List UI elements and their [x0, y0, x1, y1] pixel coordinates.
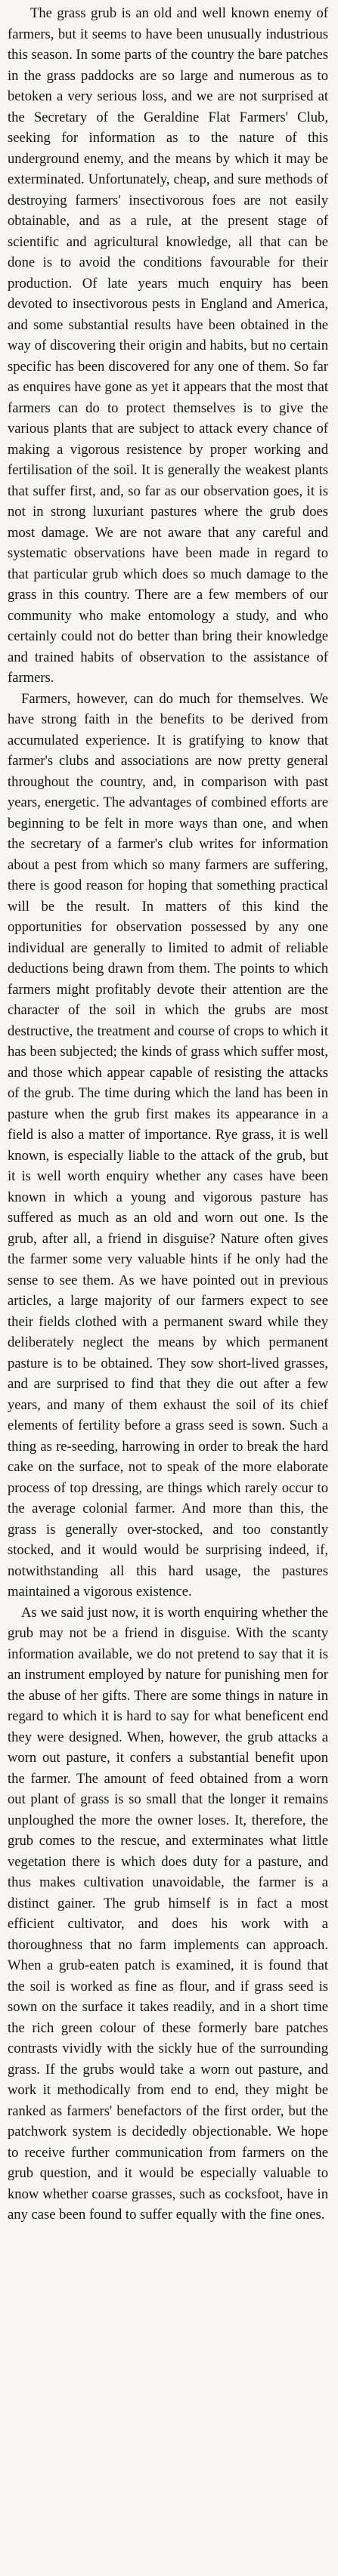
article-paragraph-2: Farmers, however, can do much for themselves. We have strong faith in the benefits to be derived from accumulated experience. It is gratifying to know that farmer's clubs and associations are now pretty general throughout the country, and, in comparison with past years, energetic. The advantages of combined efforts are beginning to be felt in more ways than one, and when the secretary of a farmer's club writes for information about a pest from which so many farmers are suffering, there is good reason for hoping that something practical will be the result. In matters of this kind the opportunities for observation possessed by any one individual are generally to limited to admit of reliable deductions being drawn from them. The points to which farmers might profitably devote their attention are the character of the soil in which the grubs are most destructive, the treatment and course of crops to which it has been subjected; the kinds of grass which suffer most, and those which appear capable of resisting the attacks of the grub. The time during which the land has been in pasture when the grub first makes its appearance in a field is also a matter of importance. Rye grass, it is well known, is especially liable to the attack of the grub, but it is well worth enquiry whether any cases have been known in which a young and vigorous pasture has suffered as much as an old and worn out one. Is the grub, after all, a friend in disguise? Nature often gives the farmer some very valuable hints if he only had the sense to see them. As we have pointed out in previous articles, a large majority of our farmers expect to see their fields clothed with a permanent sward while they deliberately neglect the means by which permanent pasture is to be obtained. They sow short-lived grasses, and are surprised to find that they die out after a few years, and many of them exhaust the soil of its chief elements of fertility before a grass seed is sown. Such a thing as re-seeding, harrowing in order to break the hard cake on the surface, not to speak of the more elaborate process of top dressing, are things which rarely occur to the average colonial farmer. And more than this, the grass is generally over-stocked, and too constantly stocked, and it would would be surprising indeed, if, notwithstanding all this hard usage, the pastures maintained a vigorous existence.: [8, 690, 328, 1600]
article-column: [8, 3, 328, 2226]
article-paragraph-3: As we said just now, it is worth enquiring whether the grub may not be a friend in disguise. With the scanty information available, we do not pretend to say that it is an instrument employed by nature for punishing men for the abuse of her gifts. There are some things in nature in regard to which it is hard to say for what beneficent end they were designed. When, however, the grub attacks a worn out pasture, it confers a substantial benefit upon the farmer. The amount of feed obtained from a worn out plant of grass is so small that the longer it remains unploughed the more the owner loses. It, therefore, the grub comes to the rescue, and exterminates what little vegetation there is which does duty for a pasture, and thus makes cultivation unavoidable, the farmer is a distinct gainer. The grub himself is in fact a most efficient cultivator, and does his work with a thoroughness that no farm implements can approach. When a grub-eaten patch is examined, it is found that the soil is worked as fine as flour, and if grass seed is sown on the surface it takes readily, and in a short time the rich green colour of these formerly bare patches contrasts vividly with the sickly hue of the surrounding grass. If the grubs would take a worn out pasture, and work it methodically from end to end, they might be ranked as farmers' benefactors of the first order, but the patchwork system is decidedly objectionable. We hope to receive further communication from farmers on the grub question, and it would be especially valuable to know whether coarse grasses, such as cocksfoot, have in any case been found to suffer equally with the fine ones.: [8, 1604, 328, 2223]
article-paragraph-1: The grass grub is an old and well known enemy of farmers, but it seems to have been unusually industrious this season. In some parts of the country the bare patches in the grass paddocks are so large and numerous as to betoken a very serious loss, and we are not surprised at the Secretary of the Geraldine Flat Farmers' Club, seeking for information as to the nature of this underground enemy, and the means by which it may be exterminated. Unfortunately, cheap, and sure methods of destroying farmers' insectivorous foes are not easily obtainable, and as a rule, at the present stage of scientific and agricultural knowledge, all that can be done is to avoid the conditions favourable for their production. Of late years much enquiry has been devoted to insectivorous pests in England and America, and some substantial results have been obtained in the way of discovering their origin and habits, but no certain specific has been discovered for any one of them. So far as enquires have gone as yet it appears that the most that farmers can do to protect themselves is to give the various plants that are subject to attack every chance of making a vigorous resistence by proper working and fertilisation of the soil. It is generally the weakest plants that suffer first, and, so far as our observation goes, it is not in strong luxuriant pastures where the grub does most damage. We are not aware that any careful and systematic observations have been made in regard to that particular grub which does so much damage to the grass in this country. There are a few members of our community who make entomology a study, and who certainly could not do better than bring their knowledge and trained habits of observation to the assistance of farmers.: [8, 5, 328, 686]
